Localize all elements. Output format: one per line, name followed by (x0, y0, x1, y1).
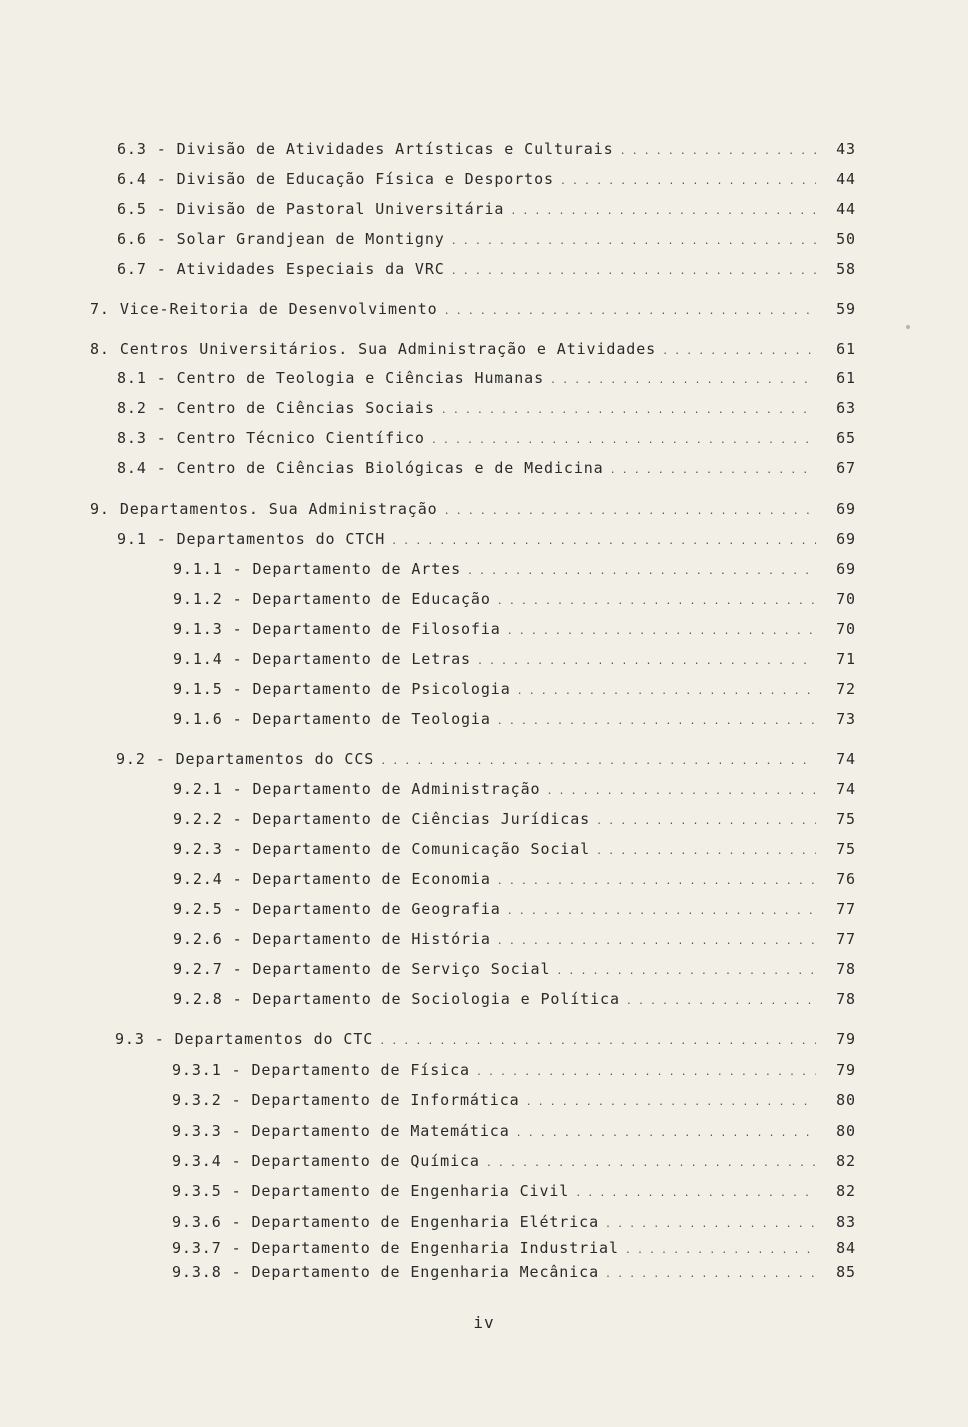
toc-entry (117, 530, 856, 556)
toc-entry (172, 1239, 856, 1265)
entry-number: 9.2.7 - (173, 960, 243, 978)
dot-leader (497, 870, 816, 888)
toc-entry (173, 680, 856, 706)
toc-entry (173, 840, 856, 866)
dot-leader (596, 810, 816, 828)
entry-page-number: 61 (836, 340, 856, 358)
entry-title: Departamentos do CCS (175, 750, 375, 768)
entry-page-number: 75 (836, 840, 856, 858)
toc-entry (172, 1061, 856, 1087)
entry-page-number: 61 (836, 369, 856, 387)
entry-title: Departamento de Engenharia Elétrica (251, 1213, 600, 1231)
entry-page-number: 78 (836, 960, 856, 978)
dot-leader (620, 140, 816, 158)
dot-leader (605, 1263, 816, 1281)
entry-number: 9.2.8 - (173, 990, 243, 1008)
toc-entry (173, 990, 856, 1016)
entry-title: Centro de Ciências Biológicas e de Medicina (176, 459, 604, 477)
entry-page-number: 80 (836, 1091, 856, 1109)
entry-page-number: 85 (836, 1263, 856, 1281)
entry-title: Departamento de Psicologia (252, 680, 511, 698)
entry-title: Departamento de Serviço Social (252, 960, 551, 978)
dot-leader (575, 1182, 816, 1200)
entry-number: 9. (90, 500, 110, 518)
entry-page-number: 84 (836, 1239, 856, 1257)
entry-number: 9.1.5 - (173, 680, 243, 698)
dot-leader (497, 710, 816, 728)
entry-title: Atividades Especiais da VRC (176, 260, 445, 278)
dot-leader (510, 200, 816, 218)
entry-number: 9.3.5 - (172, 1182, 242, 1200)
entry-number: 6.6 - (117, 230, 167, 248)
entry-title: Solar Grandjean de Montigny (176, 230, 445, 248)
entry-page-number: 80 (836, 1122, 856, 1140)
toc-entry (173, 620, 856, 646)
toc-entry (173, 870, 856, 896)
entry-title: Departamento de Artes (252, 560, 461, 578)
toc-entry (173, 780, 856, 806)
entry-title: Departamento de Teologia (252, 710, 491, 728)
dot-leader (556, 960, 816, 978)
entry-number: 6.3 - (117, 140, 167, 158)
entry-page-number: 74 (836, 780, 856, 798)
entry-number: 9.2 - (116, 750, 166, 768)
entry-page-number: 79 (836, 1061, 856, 1079)
entry-page-number: 70 (836, 590, 856, 608)
entry-title: Departamento de Engenharia Industrial (251, 1239, 619, 1257)
dot-leader (507, 900, 816, 918)
entry-page-number: 77 (836, 900, 856, 918)
entry-number: 9.1.1 - (173, 560, 243, 578)
entry-title: Departamentos. Sua Administração (119, 500, 438, 518)
dot-leader (497, 590, 816, 608)
entry-title: Departamento de Sociologia e Política (252, 990, 620, 1008)
entry-number: 9.3.3 - (172, 1122, 242, 1140)
entry-title: Departamento de Filosofia (252, 620, 501, 638)
entry-number: 9.3.1 - (172, 1061, 242, 1079)
dot-leader (451, 260, 816, 278)
dot-leader (451, 230, 816, 248)
entry-number: 9.1.3 - (173, 620, 243, 638)
entry-number: 9.2.2 - (173, 810, 243, 828)
dot-leader (516, 1122, 816, 1140)
entry-page-number: 58 (836, 260, 856, 278)
entry-page-number: 73 (836, 710, 856, 728)
entry-title: Departamentos do CTCH (176, 530, 386, 548)
entry-title: Divisão de Educação Física e Desportos (176, 170, 554, 188)
entry-page-number: 74 (836, 750, 856, 768)
toc-entry (172, 1122, 856, 1148)
toc-entry (90, 500, 856, 526)
dot-leader (431, 429, 816, 447)
toc-entry (172, 1152, 856, 1178)
entry-title: Departamento de Administração (252, 780, 541, 798)
dot-leader (379, 1030, 816, 1048)
dot-leader (596, 840, 816, 858)
toc-entry (172, 1213, 856, 1239)
toc-entry (117, 429, 856, 455)
toc-entry (117, 230, 856, 256)
dot-leader (391, 530, 816, 548)
entry-page-number: 70 (836, 620, 856, 638)
entry-title: Departamento de Educação (252, 590, 491, 608)
entry-number: 8.3 - (117, 429, 167, 447)
dot-leader (625, 1239, 816, 1257)
toc-entry (173, 900, 856, 926)
dot-leader (507, 620, 816, 638)
entry-page-number: 77 (836, 930, 856, 948)
dot-leader (517, 680, 816, 698)
entry-title: Departamento de Letras (252, 650, 471, 668)
toc-entry (173, 930, 856, 956)
entry-number: 9.3 - (115, 1030, 165, 1048)
entry-title: Centro Técnico Científico (176, 429, 425, 447)
entry-page-number: 43 (836, 140, 856, 158)
toc-entry (173, 810, 856, 836)
entry-title: Departamento de Engenharia Mecânica (251, 1263, 600, 1281)
toc-entry (173, 560, 856, 586)
toc-entry (117, 369, 856, 395)
entry-title: Departamentos do CTC (174, 1030, 374, 1048)
page-number-footer: iv (473, 1313, 495, 1332)
toc-entry (90, 300, 856, 326)
dot-leader (380, 750, 816, 768)
entry-number: 6.4 - (117, 170, 167, 188)
margin-speck (906, 325, 910, 329)
entry-number: 9.3.4 - (172, 1152, 242, 1170)
entry-page-number: 83 (836, 1213, 856, 1231)
entry-title: Centros Universitários. Sua Administração e Atividades (119, 340, 657, 358)
entry-title: Departamento de Informática (251, 1091, 520, 1109)
entry-title: Departamento de Geografia (252, 900, 501, 918)
entry-title: Departamento de Química (251, 1152, 480, 1170)
entry-title: Centro de Ciências Sociais (176, 399, 435, 417)
toc-entry (117, 260, 856, 286)
entry-page-number: 50 (836, 230, 856, 248)
entry-number: 9.1.6 - (173, 710, 243, 728)
dot-leader (626, 990, 816, 1008)
dot-leader (550, 369, 816, 387)
toc-entry (117, 200, 856, 226)
entry-title: Divisão de Atividades Artísticas e Culturais (176, 140, 614, 158)
entry-page-number: 65 (836, 429, 856, 447)
toc-entry (173, 960, 856, 986)
dot-leader (497, 930, 816, 948)
entry-page-number: 69 (836, 560, 856, 578)
entry-page-number: 82 (836, 1182, 856, 1200)
entry-number: 9.3.2 - (172, 1091, 242, 1109)
toc-entry (173, 710, 856, 736)
entry-number: 9.2.6 - (173, 930, 243, 948)
dot-leader (486, 1152, 816, 1170)
entry-number: 9.2.3 - (173, 840, 243, 858)
dot-leader (477, 650, 816, 668)
entry-page-number: 78 (836, 990, 856, 1008)
dot-leader (444, 300, 816, 318)
dot-leader (526, 1091, 816, 1109)
entry-page-number: 75 (836, 810, 856, 828)
entry-page-number: 63 (836, 399, 856, 417)
entry-number: 9.3.6 - (172, 1213, 242, 1231)
entry-page-number: 67 (836, 459, 856, 477)
toc-entry (173, 650, 856, 676)
entry-number: 9.1 - (117, 530, 167, 548)
entry-title: Vice-Reitoria de Desenvolvimento (119, 300, 438, 318)
dot-leader (467, 560, 816, 578)
entry-title: Departamento de Economia (252, 870, 491, 888)
entry-number: 6.5 - (117, 200, 167, 218)
entry-title: Departamento de Comunicação Social (252, 840, 591, 858)
toc-entry (173, 590, 856, 616)
toc-entry (117, 399, 856, 425)
entry-page-number: 44 (836, 200, 856, 218)
entry-page-number: 44 (836, 170, 856, 188)
entry-number: 9.1.2 - (173, 590, 243, 608)
entry-number: 8. (90, 340, 110, 358)
dot-leader (610, 459, 816, 477)
entry-number: 8.2 - (117, 399, 167, 417)
entry-title: Departamento de Matemática (251, 1122, 510, 1140)
entry-title: Departamento de História (252, 930, 491, 948)
entry-number: 6.7 - (117, 260, 167, 278)
dot-leader (560, 170, 816, 188)
entry-page-number: 82 (836, 1152, 856, 1170)
entry-number: 9.3.7 - (172, 1239, 242, 1257)
toc-entry (172, 1263, 856, 1289)
toc-entry (172, 1091, 856, 1117)
entry-page-number: 59 (836, 300, 856, 318)
entry-number: 9.2.1 - (173, 780, 243, 798)
dot-leader (441, 399, 816, 417)
entry-number: 7. (90, 300, 110, 318)
toc-entry (117, 170, 856, 196)
toc-entry (117, 140, 856, 166)
dot-leader (444, 500, 816, 518)
entry-number: 9.2.4 - (173, 870, 243, 888)
toc-entry (115, 1030, 856, 1056)
entry-title: Departamento de Ciências Jurídicas (252, 810, 591, 828)
entry-page-number: 71 (836, 650, 856, 668)
dot-leader (476, 1061, 816, 1079)
entry-title: Departamento de Engenharia Civil (251, 1182, 570, 1200)
dot-leader (546, 780, 816, 798)
entry-page-number: 79 (836, 1030, 856, 1048)
dot-leader (605, 1213, 816, 1231)
entry-number: 9.3.8 - (172, 1263, 242, 1281)
toc-entry (90, 340, 856, 366)
entry-page-number: 69 (836, 500, 856, 518)
entry-title: Centro de Teologia e Ciências Humanas (176, 369, 545, 387)
entry-page-number: 69 (836, 530, 856, 548)
toc-entry (116, 750, 856, 776)
entry-number: 9.1.4 - (173, 650, 243, 668)
entry-number: 8.4 - (117, 459, 167, 477)
entry-page-number: 72 (836, 680, 856, 698)
toc-entry (172, 1182, 856, 1208)
dot-leader (662, 340, 816, 358)
entry-title: Divisão de Pastoral Universitária (176, 200, 505, 218)
entry-title: Departamento de Física (251, 1061, 470, 1079)
entry-page-number: 76 (836, 870, 856, 888)
entry-number: 9.2.5 - (173, 900, 243, 918)
toc-entry (117, 459, 856, 485)
entry-number: 8.1 - (117, 369, 167, 387)
